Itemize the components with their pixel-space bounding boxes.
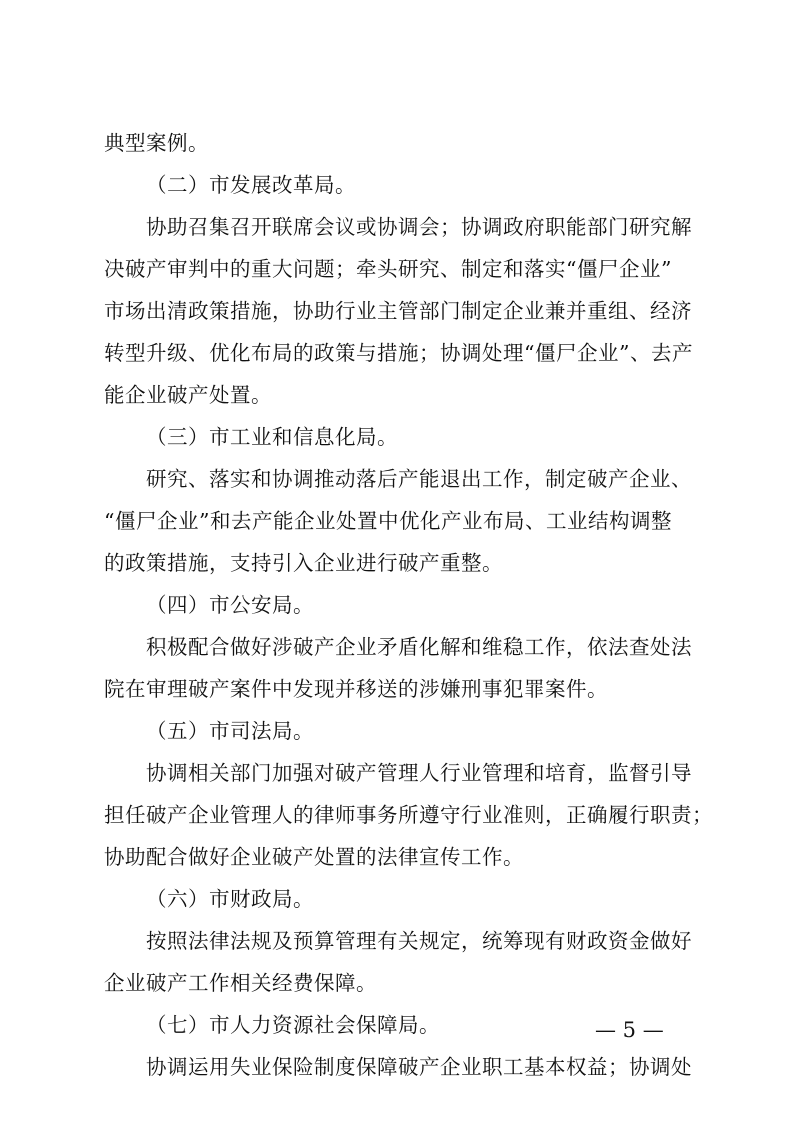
section-heading: （三）市工业和信息化局。: [146, 425, 398, 449]
paragraph-line: 市场出清政策措施，协助行业主管部门制定企业兼并重组、经济: [104, 299, 692, 323]
paragraph-line: 协助配合做好企业破产处置的法律宣传工作。: [104, 845, 524, 869]
paragraph-line: 决破产审判中的重大问题；牵头研究、制定和落实“僵尸企业”: [104, 257, 672, 281]
paragraph-line: 院在审理破产案件中发现并移送的涉嫌刑事犯罪案件。: [104, 677, 608, 701]
paragraph-line: 担任破产企业管理人的律师事务所遵守行业准则，正确履行职责；: [104, 803, 713, 827]
paragraph-line: 协助召集召开联席会议或协调会；协调政府职能部门研究解: [146, 215, 692, 239]
section-heading: （四）市公安局。: [146, 593, 314, 617]
paragraph-line: 积极配合做好涉破产企业矛盾化解和维稳工作，依法查处法: [146, 635, 692, 659]
section-heading: （五）市司法局。: [146, 719, 314, 743]
section-heading: （六）市财政局。: [146, 887, 314, 911]
section-heading: （七）市人力资源社会保障局。: [146, 1013, 440, 1037]
paragraph-line: 协调运用失业保险制度保障破产企业职工基本权益；协调处: [146, 1055, 692, 1079]
paragraph-line: 企业破产工作相关经费保障。: [104, 971, 377, 995]
paragraph-line: 能企业破产处置。: [104, 383, 272, 407]
paragraph-line: 按照法律法规及预算管理有关规定，统筹现有财政资金做好: [146, 929, 692, 953]
section-heading: （二）市发展改革局。: [146, 173, 356, 197]
paragraph-line: 协调相关部门加强对破产管理人行业管理和培育，监督引导: [146, 761, 692, 785]
paragraph-line: 转型升级、优化布局的政策与措施；协调处理“僵尸企业”、去产: [104, 341, 693, 365]
text-line: 典型案例。: [104, 131, 209, 155]
paragraph-line: 研究、落实和协调推动落后产能退出工作，制定破产企业、: [146, 467, 692, 491]
paragraph-line: “僵尸企业”和去产能企业处置中优化产业布局、工业结构调整: [104, 509, 672, 533]
paragraph-line: 的政策措施，支持引入企业进行破产重整。: [104, 551, 503, 575]
page-number: — 5 —: [595, 1018, 664, 1042]
